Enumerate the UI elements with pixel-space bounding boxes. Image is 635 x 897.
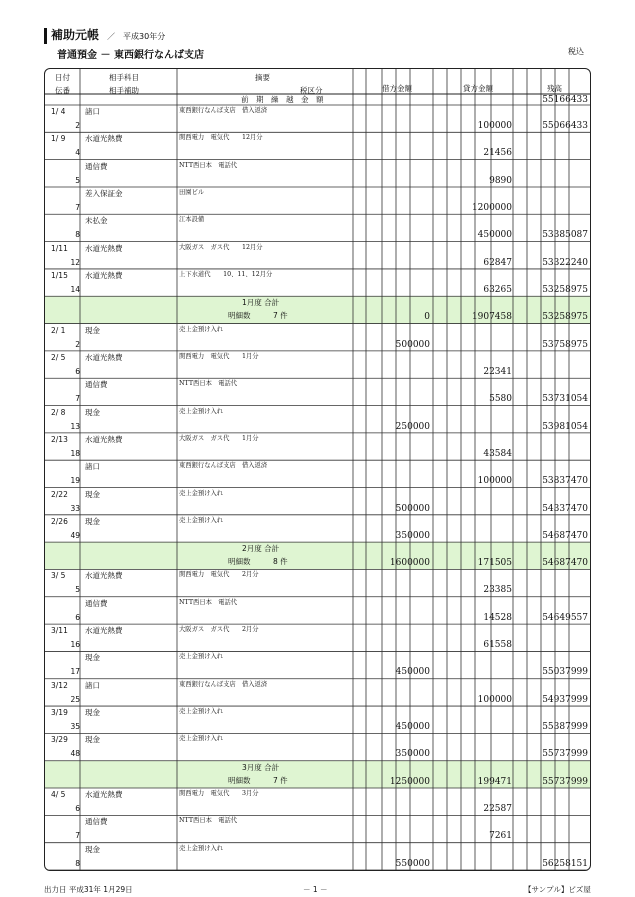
slip-number: 2 bbox=[75, 339, 80, 349]
header-description: 摘要 bbox=[255, 73, 270, 82]
fiscal-year: 平成30年分 bbox=[123, 32, 166, 41]
credit-amount: 5580 bbox=[489, 394, 512, 405]
entry-description: 売上金預け入れ bbox=[179, 325, 224, 333]
header-date: 日付 bbox=[55, 73, 70, 82]
header-credit: 貸方金額 bbox=[463, 84, 493, 93]
balance-amount: 54687470 bbox=[542, 530, 588, 541]
debit-amount: 550000 bbox=[395, 858, 430, 869]
counter-account: 諸口 bbox=[85, 462, 100, 472]
counter-account: 水道光熱費 bbox=[85, 270, 123, 280]
entry-description: 東西銀行なんば支店 借入返済 bbox=[179, 680, 268, 688]
entry-description: 売上金預け入れ bbox=[179, 708, 224, 716]
slip-number: 49 bbox=[70, 530, 80, 540]
counter-account: 現金 bbox=[85, 653, 100, 663]
balance-amount: 53385087 bbox=[542, 230, 588, 241]
ledger-title-separator: ／ bbox=[107, 32, 116, 41]
credit-amount: 43584 bbox=[483, 448, 512, 459]
slip-number: 6 bbox=[75, 366, 80, 376]
counter-account: 未払金 bbox=[85, 216, 108, 226]
debit-amount: 1250000 bbox=[389, 776, 430, 787]
slip-number: 8 bbox=[75, 858, 80, 868]
slip-number: 7 bbox=[75, 394, 80, 404]
credit-amount: 21456 bbox=[483, 148, 512, 159]
entry-description: 東西銀行なんば支店 借入返済 bbox=[179, 462, 268, 470]
credit-amount: 171505 bbox=[477, 558, 512, 569]
entry-description: 売上金預け入れ bbox=[179, 735, 224, 743]
slip-number: 5 bbox=[75, 175, 80, 185]
counter-account: 水道光熱費 bbox=[85, 243, 123, 253]
credit-amount: 100000 bbox=[477, 694, 512, 705]
slip-number: 4 bbox=[75, 148, 80, 158]
balance-amount: 55387999 bbox=[542, 722, 588, 733]
credit-amount: 199471 bbox=[477, 776, 512, 787]
entry-description: 上下水道代 10、11、12月分 bbox=[179, 270, 273, 278]
slip-number: 8 bbox=[75, 230, 80, 240]
ledger-grid-lines bbox=[45, 69, 590, 870]
slip-number: 13 bbox=[70, 421, 80, 431]
counter-account: 諸口 bbox=[85, 680, 100, 690]
header-debit: 借方金額 bbox=[382, 84, 412, 93]
credit-amount: 61558 bbox=[483, 640, 512, 651]
balance-amount: 55037999 bbox=[542, 667, 588, 678]
entry-date: 4/ 5 bbox=[51, 790, 66, 800]
counter-account: 通信費 bbox=[85, 598, 108, 608]
slip-number: 7 bbox=[75, 831, 80, 841]
entry-date: 1/ 9 bbox=[51, 134, 66, 144]
brand-name: 【サンプル】ビズ屋 bbox=[524, 885, 591, 894]
entry-date: 2/ 1 bbox=[51, 325, 66, 335]
carry-forward-label: 前 期 繰 越 金 額 bbox=[241, 95, 324, 104]
entry-description: NTT西日本 電話代 bbox=[179, 598, 238, 606]
debit-amount: 0 bbox=[424, 312, 430, 323]
entry-description: 大阪ガス ガス代 2月分 bbox=[179, 626, 259, 634]
entry-description: 売上金預け入れ bbox=[179, 407, 224, 415]
counter-account: 現金 bbox=[85, 407, 100, 417]
header-tax: 税区分 bbox=[300, 86, 323, 95]
slip-number: 25 bbox=[70, 694, 80, 704]
entry-description: NTT西日本 電話代 bbox=[179, 161, 238, 169]
counter-account: 現金 bbox=[85, 708, 100, 718]
credit-amount: 9890 bbox=[489, 175, 512, 186]
output-date: 出力日 平成31年 1月29日 bbox=[44, 885, 133, 894]
entry-date: 1/ 4 bbox=[51, 107, 66, 116]
credit-amount: 22587 bbox=[483, 804, 512, 815]
monthly-total-label: 2月度 合計 bbox=[242, 544, 280, 554]
balance-amount: 55737999 bbox=[542, 749, 588, 760]
entry-description: 田園ビル bbox=[179, 188, 205, 196]
counter-account: 現金 bbox=[85, 735, 100, 745]
monthly-entry-count: 明細数 7 件 bbox=[228, 775, 288, 785]
slip-number: 6 bbox=[75, 612, 80, 622]
entry-description: NTT西日本 電話代 bbox=[179, 817, 238, 825]
balance-amount: 53981054 bbox=[542, 421, 588, 432]
debit-amount: 500000 bbox=[395, 339, 430, 350]
slip-number: 19 bbox=[70, 476, 80, 486]
counter-account: 差入保証金 bbox=[85, 188, 123, 198]
counter-account: 水道光熱費 bbox=[85, 571, 123, 581]
slip-number: 6 bbox=[75, 804, 80, 814]
credit-amount: 14528 bbox=[483, 612, 512, 623]
entry-description: 関西電力 電気代 2月分 bbox=[179, 571, 259, 579]
entry-description: 関西電力 電気代 12月分 bbox=[179, 134, 263, 142]
credit-amount: 100000 bbox=[477, 121, 512, 131]
monthly-total-label: 3月度 合計 bbox=[242, 762, 280, 772]
balance-amount: 53731054 bbox=[542, 394, 588, 405]
counter-account: 現金 bbox=[85, 489, 100, 499]
page-number: － 1 － bbox=[303, 885, 328, 894]
entry-date: 2/26 bbox=[51, 516, 68, 526]
counter-account: 諸口 bbox=[85, 107, 100, 116]
slip-number: 5 bbox=[75, 585, 80, 595]
credit-amount: 62847 bbox=[483, 257, 512, 268]
credit-amount: 22341 bbox=[483, 366, 512, 377]
entry-date: 2/13 bbox=[51, 434, 68, 444]
credit-amount: 63265 bbox=[483, 284, 512, 295]
entry-date: 3/ 5 bbox=[51, 571, 66, 581]
balance-amount: 53322240 bbox=[542, 257, 588, 268]
counter-account: 水道光熱費 bbox=[85, 790, 123, 800]
credit-amount: 1907458 bbox=[471, 312, 512, 323]
slip-number: 2 bbox=[75, 121, 80, 130]
slip-number: 18 bbox=[70, 448, 80, 458]
slip-number: 14 bbox=[70, 284, 80, 294]
debit-amount: 250000 bbox=[395, 421, 430, 432]
ledger-title-text: 補助元帳 bbox=[51, 28, 100, 42]
debit-amount: 450000 bbox=[395, 667, 430, 678]
credit-amount: 450000 bbox=[477, 230, 512, 241]
slip-number: 17 bbox=[70, 667, 80, 677]
header-sub-account: 相手補助 bbox=[109, 86, 139, 95]
balance-amount: 54649557 bbox=[542, 612, 588, 623]
entry-date: 1/11 bbox=[51, 243, 68, 253]
entry-description: NTT西日本 電話代 bbox=[179, 380, 238, 388]
slip-number: 7 bbox=[75, 202, 80, 212]
monthly-entry-count: 明細数 7 件 bbox=[228, 311, 288, 321]
entry-description: 売上金預け入れ bbox=[179, 653, 224, 661]
ledger-title bbox=[44, 28, 165, 44]
monthly-total-label: 1月度 合計 bbox=[242, 298, 280, 308]
entry-description: 売上金預け入れ bbox=[179, 844, 224, 852]
credit-amount: 23385 bbox=[483, 585, 512, 596]
credit-amount: 7261 bbox=[489, 831, 512, 842]
counter-account: 水道光熱費 bbox=[85, 134, 123, 144]
entry-description: 売上金預け入れ bbox=[179, 516, 224, 524]
entry-description: 関西電力 電気代 1月分 bbox=[179, 352, 259, 360]
account-name: 普通預金 － 東西銀行なんば支店 bbox=[57, 50, 204, 61]
slip-number: 33 bbox=[70, 503, 80, 513]
monthly-entry-count: 明細数 8 件 bbox=[228, 557, 288, 567]
entry-description: 大阪ガス ガス代 12月分 bbox=[179, 243, 263, 251]
counter-account: 水道光熱費 bbox=[85, 352, 123, 362]
entry-date: 3/11 bbox=[51, 626, 68, 636]
slip-number: 35 bbox=[70, 722, 80, 732]
entry-description: 江本設備 bbox=[179, 216, 205, 224]
entry-description: 売上金預け入れ bbox=[179, 489, 224, 497]
counter-account: 現金 bbox=[85, 516, 100, 526]
debit-amount: 500000 bbox=[395, 503, 430, 514]
entry-description: 大阪ガス ガス代 1月分 bbox=[179, 434, 259, 442]
balance-amount: 55066433 bbox=[542, 121, 588, 131]
ledger-table bbox=[44, 68, 591, 871]
entry-date: 3/12 bbox=[51, 680, 68, 690]
counter-account: 通信費 bbox=[85, 817, 108, 827]
debit-amount: 350000 bbox=[395, 749, 430, 760]
entry-date: 2/ 8 bbox=[51, 407, 66, 417]
counter-account: 水道光熱費 bbox=[85, 434, 123, 444]
balance-amount: 53758975 bbox=[542, 339, 588, 350]
tax-mode: 税込 bbox=[568, 47, 584, 56]
slip-number: 12 bbox=[70, 257, 80, 267]
entry-date: 3/19 bbox=[51, 708, 68, 718]
counter-account: 現金 bbox=[85, 844, 100, 854]
balance-amount: 55737999 bbox=[542, 776, 588, 787]
header-balance: 残高 bbox=[547, 84, 562, 93]
counter-account: 現金 bbox=[85, 325, 100, 335]
credit-amount: 1200000 bbox=[471, 202, 512, 213]
balance-amount: 55166433 bbox=[542, 95, 588, 105]
slip-number: 48 bbox=[70, 749, 80, 759]
entry-date: 2/ 5 bbox=[51, 352, 66, 362]
entry-date: 2/22 bbox=[51, 489, 68, 499]
balance-amount: 54937999 bbox=[542, 694, 588, 705]
balance-amount: 56258151 bbox=[542, 858, 588, 869]
balance-amount: 53258975 bbox=[542, 312, 588, 323]
balance-amount: 54687470 bbox=[542, 558, 588, 569]
debit-amount: 1600000 bbox=[389, 558, 430, 569]
balance-amount: 53837470 bbox=[542, 476, 588, 487]
balance-amount: 53258975 bbox=[542, 284, 588, 295]
debit-amount: 450000 bbox=[395, 722, 430, 733]
header-slip: 伝番 bbox=[55, 86, 70, 95]
slip-number: 16 bbox=[70, 640, 80, 650]
counter-account: 通信費 bbox=[85, 161, 108, 171]
entry-date: 3/29 bbox=[51, 735, 68, 745]
header-account: 相手科目 bbox=[109, 73, 139, 82]
entry-date: 1/15 bbox=[51, 270, 68, 280]
counter-account: 水道光熱費 bbox=[85, 626, 123, 636]
balance-amount: 54337470 bbox=[542, 503, 588, 514]
counter-account: 通信費 bbox=[85, 380, 108, 390]
debit-amount: 350000 bbox=[395, 530, 430, 541]
entry-description: 関西電力 電気代 3月分 bbox=[179, 790, 259, 798]
entry-description: 東西銀行なんば支店 借入返済 bbox=[179, 107, 268, 114]
credit-amount: 100000 bbox=[477, 476, 512, 487]
